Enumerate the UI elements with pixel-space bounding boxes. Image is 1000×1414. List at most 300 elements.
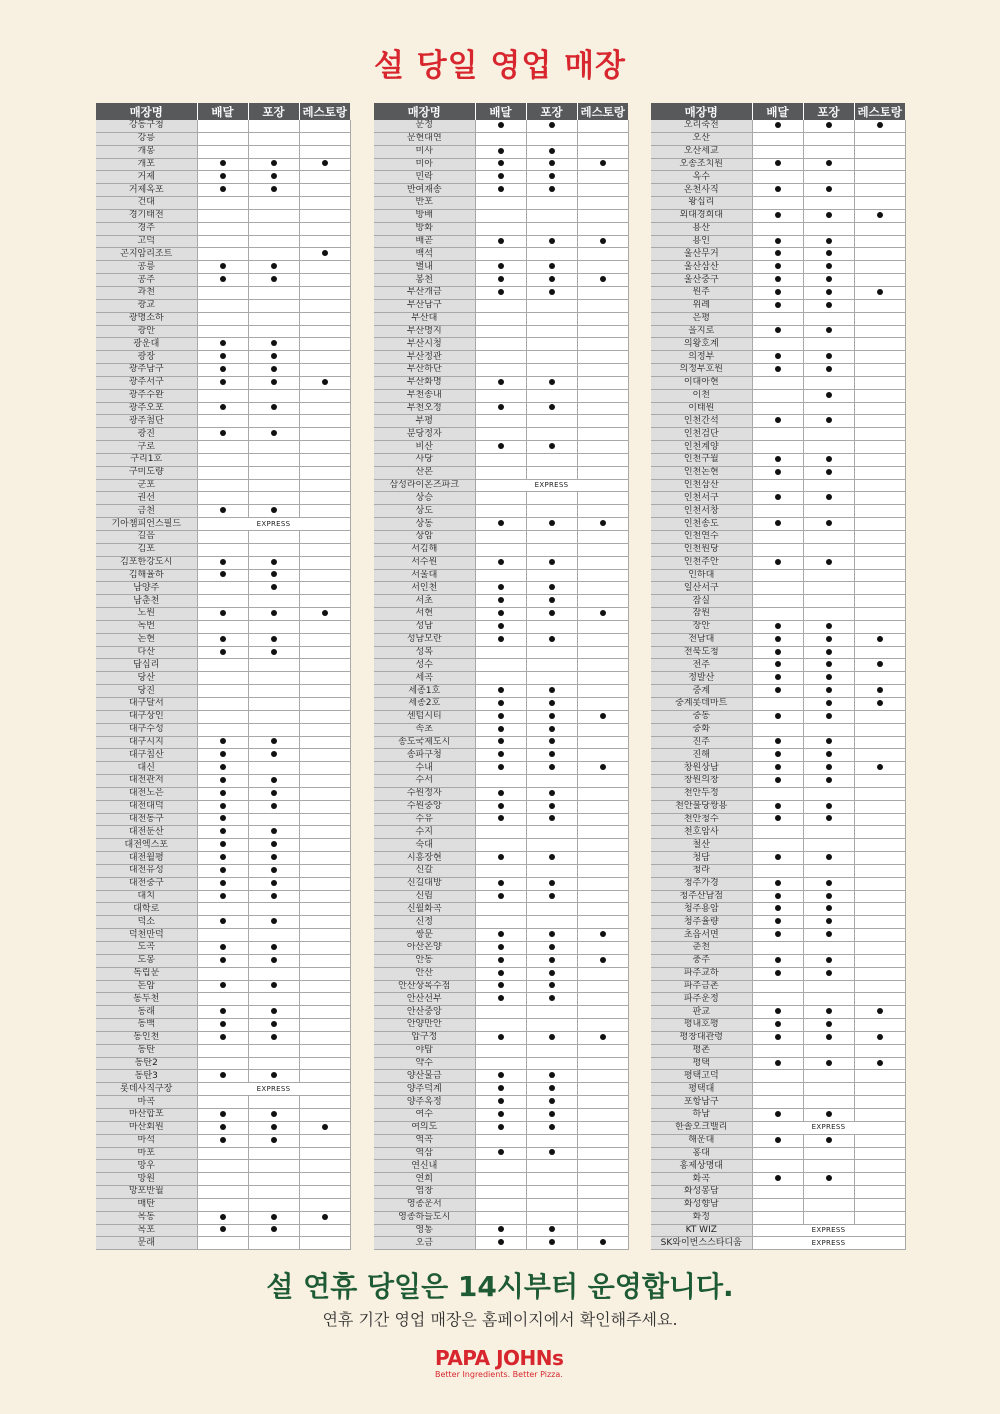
store-name: 마포 [96, 1147, 197, 1160]
delivery-cell [752, 479, 803, 492]
delivery-cell [197, 839, 248, 852]
available-dot-icon [220, 893, 226, 899]
takeout-cell [248, 1070, 299, 1083]
delivery-cell [475, 261, 526, 274]
takeout-cell [248, 441, 299, 454]
available-dot-icon [826, 1175, 832, 1181]
restaurant-cell [577, 1006, 628, 1019]
store-row [374, 736, 628, 749]
takeout-cell [526, 1134, 577, 1147]
store-name: 철산 [651, 839, 752, 852]
store-name: 인천연수 [651, 531, 752, 544]
delivery-cell [475, 1237, 526, 1250]
store-name: 이태원 [651, 402, 752, 415]
delivery-cell [197, 736, 248, 749]
store-row [96, 1006, 350, 1019]
takeout-cell [803, 1147, 854, 1160]
restaurant-cell [577, 980, 628, 993]
delivery-cell [752, 1044, 803, 1057]
restaurant-cell [854, 877, 905, 890]
store-row [651, 1108, 905, 1121]
restaurant-cell [577, 1237, 628, 1250]
store-row [96, 967, 350, 980]
store-name: 광주첨단 [96, 415, 197, 428]
store-name: 목포 [96, 1224, 197, 1237]
store-name: 곤지암리조트 [96, 248, 197, 261]
store-row [374, 376, 628, 389]
available-dot-icon [498, 931, 504, 937]
store-name: 평내호평 [651, 1019, 752, 1032]
delivery-cell [752, 556, 803, 569]
available-dot-icon [826, 392, 832, 398]
takeout-cell [526, 1173, 577, 1186]
available-dot-icon [600, 160, 606, 166]
store-name: 인천간석 [651, 415, 752, 428]
store-name: 부산대 [374, 312, 475, 325]
delivery-cell [197, 1224, 248, 1237]
store-row [651, 672, 905, 685]
store-row [651, 351, 905, 364]
restaurant-cell [577, 595, 628, 608]
available-dot-icon [498, 687, 504, 693]
store-row [374, 132, 628, 145]
restaurant-cell [854, 261, 905, 274]
store-name: 울산삼산 [651, 261, 752, 274]
store-name: 천안두정 [651, 787, 752, 800]
store-name: 수서 [374, 775, 475, 788]
restaurant-cell [299, 775, 350, 788]
store-row [96, 132, 350, 145]
delivery-cell [752, 1057, 803, 1070]
available-dot-icon [271, 610, 277, 616]
takeout-cell [526, 299, 577, 312]
store-row [651, 466, 905, 479]
takeout-cell [526, 209, 577, 222]
delivery-cell [752, 235, 803, 248]
delivery-cell [197, 993, 248, 1006]
store-name: 부산명지 [374, 325, 475, 338]
takeout-cell [803, 954, 854, 967]
delivery-cell [752, 389, 803, 402]
restaurant-cell [299, 672, 350, 685]
available-dot-icon [600, 276, 606, 282]
restaurant-cell [299, 1160, 350, 1173]
available-dot-icon [498, 160, 504, 166]
store-name: 다산 [96, 646, 197, 659]
store-name: 영종하늘도시 [374, 1211, 475, 1224]
delivery-cell [752, 826, 803, 839]
takeout-cell [803, 338, 854, 351]
store-name: 숙대 [374, 839, 475, 852]
restaurant-cell [299, 633, 350, 646]
available-dot-icon [775, 854, 781, 860]
takeout-cell [526, 813, 577, 826]
store-row [374, 222, 628, 235]
takeout-cell [526, 1096, 577, 1109]
takeout-cell [803, 261, 854, 274]
store-name: 부산개금 [374, 286, 475, 299]
restaurant-cell [299, 209, 350, 222]
takeout-cell [248, 1147, 299, 1160]
delivery-cell [475, 813, 526, 826]
available-dot-icon [220, 841, 226, 847]
takeout-cell [248, 428, 299, 441]
store-row [651, 479, 905, 492]
delivery-cell [197, 942, 248, 955]
store-name: 청주산남점 [651, 890, 752, 903]
available-dot-icon [549, 931, 555, 937]
available-dot-icon [498, 597, 504, 603]
restaurant-cell [854, 582, 905, 595]
store-row [96, 1134, 350, 1147]
restaurant-cell [577, 261, 628, 274]
restaurant-cell [299, 428, 350, 441]
takeout-cell [526, 441, 577, 454]
store-row [651, 1044, 905, 1057]
available-dot-icon [220, 610, 226, 616]
store-row [374, 261, 628, 274]
restaurant-cell [854, 145, 905, 158]
store-name: 광주수완 [96, 389, 197, 402]
available-dot-icon [498, 854, 504, 860]
delivery-cell [475, 864, 526, 877]
takeout-cell [803, 993, 854, 1006]
delivery-cell [475, 903, 526, 916]
store-name: 부산남구 [374, 299, 475, 312]
takeout-cell [248, 1237, 299, 1250]
available-dot-icon [549, 815, 555, 821]
store-name: 도봉 [96, 954, 197, 967]
takeout-cell [526, 466, 577, 479]
store-name: 역삼 [374, 1147, 475, 1160]
restaurant-cell [577, 1224, 628, 1237]
delivery-cell [197, 248, 248, 261]
store-name: 오리죽전 [651, 120, 752, 132]
restaurant-cell [299, 1134, 350, 1147]
delivery-cell [752, 209, 803, 222]
delivery-cell [197, 826, 248, 839]
store-name: 마석 [96, 1134, 197, 1147]
available-dot-icon [826, 276, 832, 282]
store-row [374, 1006, 628, 1019]
restaurant-cell [854, 132, 905, 145]
restaurant-cell [854, 120, 905, 132]
store-name: 영통 [374, 1224, 475, 1237]
restaurant-cell [577, 274, 628, 287]
delivery-cell [475, 209, 526, 222]
available-dot-icon [498, 263, 504, 269]
delivery-cell [197, 762, 248, 775]
available-dot-icon [877, 1034, 883, 1040]
available-dot-icon [271, 507, 277, 513]
available-dot-icon [498, 1124, 504, 1130]
restaurant-cell [854, 479, 905, 492]
takeout-cell [803, 197, 854, 210]
restaurant-cell [577, 402, 628, 415]
restaurant-cell [577, 1121, 628, 1134]
store-name: 온천사직 [651, 184, 752, 197]
restaurant-cell [854, 659, 905, 672]
takeout-cell [526, 389, 577, 402]
available-dot-icon [271, 276, 277, 282]
takeout-cell [248, 620, 299, 633]
store-row [651, 967, 905, 980]
takeout-cell [803, 441, 854, 454]
store-name: 청라 [651, 864, 752, 877]
restaurant-cell [854, 672, 905, 685]
store-name: 금천 [96, 505, 197, 518]
takeout-cell [803, 980, 854, 993]
takeout-cell [248, 685, 299, 698]
restaurant-cell [299, 659, 350, 672]
available-dot-icon [826, 713, 832, 719]
takeout-cell [248, 1121, 299, 1134]
store-row [374, 453, 628, 466]
takeout-cell [526, 505, 577, 518]
available-dot-icon [271, 880, 277, 886]
available-dot-icon [498, 404, 504, 410]
header-restaurant: 레스토랑 [299, 103, 350, 120]
available-dot-icon [322, 379, 328, 385]
takeout-cell [248, 762, 299, 775]
delivery-cell [197, 531, 248, 544]
delivery-cell [197, 389, 248, 402]
store-name: 당산 [96, 672, 197, 685]
store-name: 경기태전 [96, 209, 197, 222]
store-name: 문현대연 [374, 132, 475, 145]
available-dot-icon [220, 1111, 226, 1117]
store-row [374, 633, 628, 646]
available-dot-icon [775, 160, 781, 166]
available-dot-icon [826, 764, 832, 770]
holiday-notice: 설 연휴 당일은 14시부터 운영합니다. [266, 1270, 734, 1303]
delivery-cell [475, 1096, 526, 1109]
takeout-cell [248, 852, 299, 865]
restaurant-cell [577, 813, 628, 826]
takeout-cell [803, 325, 854, 338]
available-dot-icon [220, 507, 226, 513]
available-dot-icon [775, 1175, 781, 1181]
restaurant-cell [577, 787, 628, 800]
takeout-cell [248, 248, 299, 261]
available-dot-icon [826, 302, 832, 308]
available-dot-icon [877, 636, 883, 642]
restaurant-cell [299, 1096, 350, 1109]
available-dot-icon [826, 815, 832, 821]
available-dot-icon [826, 263, 832, 269]
available-dot-icon [775, 417, 781, 423]
available-dot-icon [271, 1137, 277, 1143]
restaurant-cell [577, 453, 628, 466]
takeout-cell [526, 376, 577, 389]
takeout-cell [526, 1070, 577, 1083]
store-row [96, 1057, 350, 1070]
store-name: 서수원 [374, 556, 475, 569]
available-dot-icon [549, 1124, 555, 1130]
delivery-cell [752, 171, 803, 184]
delivery-cell [475, 1160, 526, 1173]
delivery-cell [197, 852, 248, 865]
available-dot-icon [498, 610, 504, 616]
delivery-cell [475, 248, 526, 261]
available-dot-icon [220, 880, 226, 886]
store-row [651, 261, 905, 274]
takeout-cell [803, 132, 854, 145]
restaurant-cell [299, 1173, 350, 1186]
takeout-cell [248, 1198, 299, 1211]
available-dot-icon [549, 636, 555, 642]
available-dot-icon [220, 957, 226, 963]
store-name: 창원상남 [651, 762, 752, 775]
available-dot-icon [775, 661, 781, 667]
delivery-cell [752, 158, 803, 171]
restaurant-cell [577, 1019, 628, 1032]
takeout-cell [526, 903, 577, 916]
available-dot-icon [220, 854, 226, 860]
restaurant-cell [854, 505, 905, 518]
available-dot-icon [775, 687, 781, 693]
takeout-cell [248, 710, 299, 723]
header-restaurant: 레스토랑 [854, 103, 905, 120]
available-dot-icon [549, 1072, 555, 1078]
restaurant-cell [577, 338, 628, 351]
store-name: 세종2호 [374, 697, 475, 710]
store-row [96, 736, 350, 749]
restaurant-cell [299, 274, 350, 287]
delivery-cell [752, 1134, 803, 1147]
store-name: 영종운서 [374, 1198, 475, 1211]
available-dot-icon [775, 469, 781, 475]
store-row [96, 787, 350, 800]
delivery-cell [475, 351, 526, 364]
available-dot-icon [826, 327, 832, 333]
store-row [374, 184, 628, 197]
takeout-cell [803, 1160, 854, 1173]
restaurant-cell [854, 1083, 905, 1096]
available-dot-icon [775, 1060, 781, 1066]
delivery-cell [752, 531, 803, 544]
takeout-cell [248, 325, 299, 338]
available-dot-icon [775, 1034, 781, 1040]
store-name: 안양만안 [374, 1019, 475, 1032]
store-row [374, 800, 628, 813]
takeout-cell [803, 1108, 854, 1121]
store-row [374, 364, 628, 377]
restaurant-cell [577, 376, 628, 389]
available-dot-icon [775, 559, 781, 565]
store-name: 부산정관 [374, 351, 475, 364]
store-name: 망포반월 [96, 1186, 197, 1199]
store-row [96, 518, 350, 531]
restaurant-cell [577, 916, 628, 929]
takeout-cell [248, 415, 299, 428]
restaurant-cell [299, 389, 350, 402]
store-name: 별내 [374, 261, 475, 274]
delivery-cell [752, 286, 803, 299]
store-name: 도곡 [96, 942, 197, 955]
takeout-cell [526, 736, 577, 749]
available-dot-icon [826, 893, 832, 899]
restaurant-cell [577, 877, 628, 890]
available-dot-icon [826, 1060, 832, 1066]
takeout-cell [803, 543, 854, 556]
takeout-cell [526, 929, 577, 942]
available-dot-icon [220, 1072, 226, 1078]
available-dot-icon [775, 1137, 781, 1143]
delivery-cell [752, 813, 803, 826]
restaurant-cell [854, 209, 905, 222]
store-row [651, 222, 905, 235]
store-name: SK와이번스스타디움 [651, 1237, 752, 1250]
available-dot-icon [826, 674, 832, 680]
available-dot-icon [549, 713, 555, 719]
delivery-cell [475, 556, 526, 569]
available-dot-icon [498, 443, 504, 449]
takeout-cell [526, 1198, 577, 1211]
restaurant-cell [299, 556, 350, 569]
available-dot-icon [600, 713, 606, 719]
takeout-cell [248, 1057, 299, 1070]
store-name: 서울대 [374, 569, 475, 582]
takeout-cell [526, 120, 577, 132]
takeout-cell [526, 749, 577, 762]
logo-wordmark: PAPA JOHNs [435, 1346, 564, 1370]
delivery-cell [197, 980, 248, 993]
available-dot-icon [877, 1008, 883, 1014]
store-row [651, 749, 905, 762]
available-dot-icon [271, 982, 277, 988]
available-dot-icon [826, 1021, 832, 1027]
takeout-cell [803, 697, 854, 710]
takeout-cell [248, 749, 299, 762]
store-name: 화곡 [651, 1173, 752, 1186]
restaurant-cell [299, 1237, 350, 1250]
available-dot-icon [498, 148, 504, 154]
takeout-cell [526, 184, 577, 197]
takeout-cell [248, 197, 299, 210]
available-dot-icon [271, 918, 277, 924]
takeout-cell [803, 877, 854, 890]
takeout-cell [526, 595, 577, 608]
store-name: 청주율량 [651, 916, 752, 929]
delivery-cell [197, 492, 248, 505]
papa-johns-logo [435, 1346, 575, 1379]
store-row [374, 274, 628, 287]
takeout-cell [526, 723, 577, 736]
available-dot-icon [498, 1098, 504, 1104]
takeout-cell [803, 248, 854, 261]
restaurant-cell [854, 1211, 905, 1224]
delivery-cell [752, 839, 803, 852]
store-name: 중화 [651, 723, 752, 736]
available-dot-icon [271, 1214, 277, 1220]
store-name: 대전대덕 [96, 800, 197, 813]
takeout-cell [248, 466, 299, 479]
available-dot-icon [220, 918, 226, 924]
store-name: 인천주안 [651, 556, 752, 569]
store-name: 상동 [374, 518, 475, 531]
delivery-cell [752, 466, 803, 479]
takeout-cell [803, 1044, 854, 1057]
store-row [96, 1160, 350, 1173]
restaurant-cell [577, 505, 628, 518]
restaurant-cell [854, 492, 905, 505]
delivery-cell [475, 492, 526, 505]
store-row [651, 595, 905, 608]
takeout-cell [526, 428, 577, 441]
takeout-cell [248, 659, 299, 672]
takeout-cell [248, 402, 299, 415]
